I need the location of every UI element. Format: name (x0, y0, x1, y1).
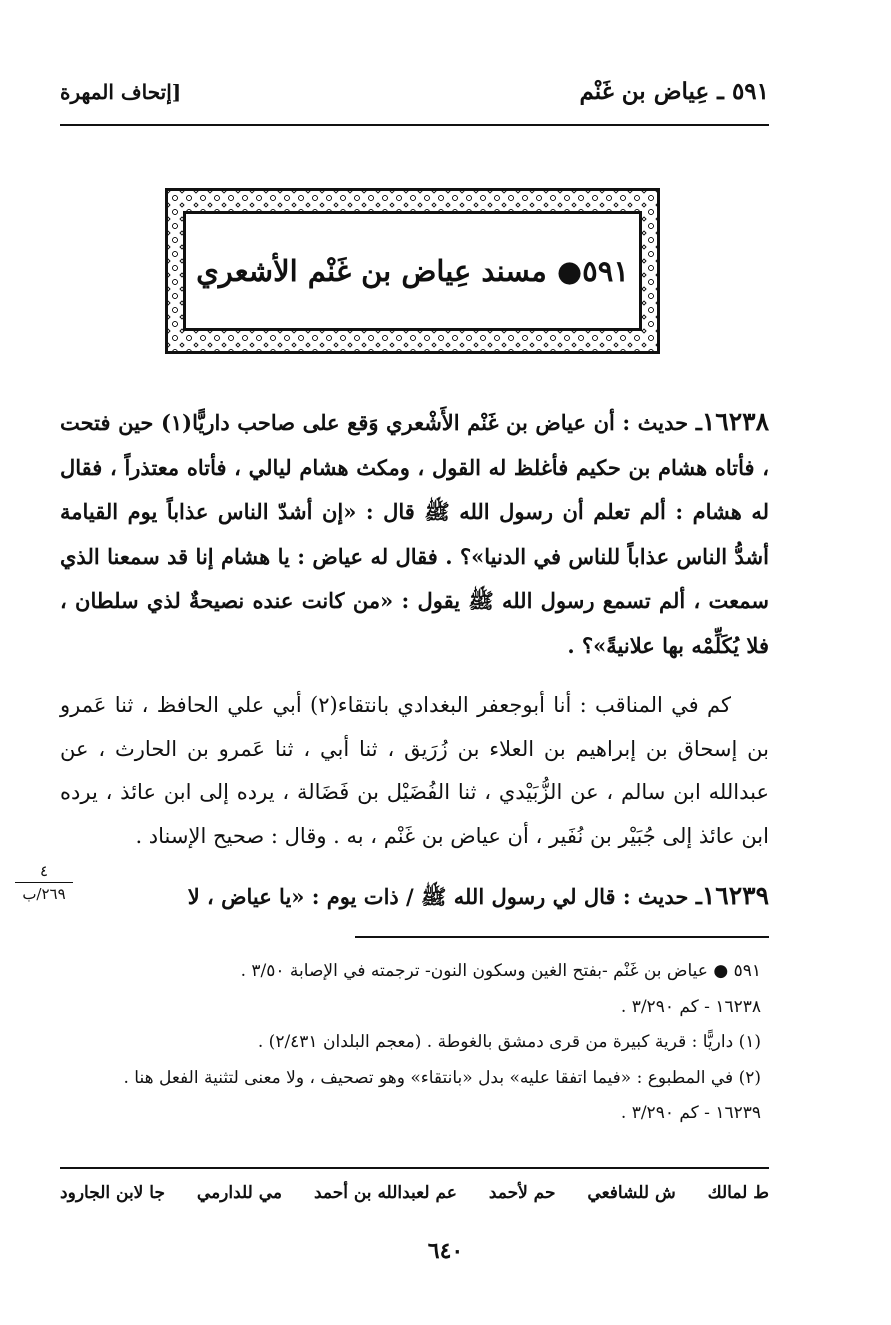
sigla-item: حم لأحمد (488, 1183, 556, 1203)
hadith-number: ١٦٢٣٨ (701, 407, 769, 436)
sigla-item: ش للشافعي (587, 1183, 676, 1203)
ornamental-frame (165, 188, 660, 354)
manuscript-folio-note (15, 862, 73, 903)
header-rule (60, 124, 769, 126)
footnote: ١٦٢٣٨ - كم ٣/٢٩٠ . (620, 996, 761, 1017)
page-number: ٦٤٠ (427, 1238, 464, 1264)
folio-top: ٤ (15, 862, 73, 883)
sigla-item: جا لابن الجارود (60, 1183, 165, 1203)
section-title: ٥٩١● مسند عِياض بن غَنْم الأشعري (196, 254, 629, 288)
footnotes (60, 954, 761, 1132)
footnote-rule (355, 936, 769, 938)
main-text (60, 400, 769, 936)
running-header-book: [إتحاف المهرة (60, 80, 182, 104)
isnad-paragraph (60, 684, 769, 858)
sigla-item: ط لمالك (707, 1183, 769, 1203)
hadith-number: ١٦٢٣٩ (701, 881, 769, 910)
footnote: (١) داريًّا : قرية كبيرة من قرى دمشق بالغوطة . (معجم البلدان ٢/٤٣١) . (257, 1032, 761, 1052)
hadith-paragraph (60, 874, 769, 920)
footnote: ٥٩١ ● عياض بن غَنْم -بفتح الغين وسكون النون- ترجمته في الإصابة ٣/٥٠ . (240, 961, 761, 981)
footnote: ١٦٢٣٩ - كم ٣/٢٩٠ . (620, 1103, 761, 1123)
frame-inner-box (183, 211, 642, 331)
hadith-text: ـ حديث : أن عياض بن غَنْم الأَشْعري وَقع على صاحب داريًّا(١) حين فتحت ، فأتاه هشام بن حكيم فأغلظ له القول ، ومكث هشام ليالي ، فأتاه معتذراً ، فقال له هشام : ألم تعلم أن رسول الله ﷺ قال : «إن أشدّ الناس عذاباً يوم القيامة أشدُّ الناس عذاباً للناس في الدنيا»؟ . فقال له عياض : يا هشام إنا قد سمعنا الذي سمعت ، ألم تسمع رسول الله ﷺ يقول : «من كانت عنده نصيحةٌ لذي سلطان ، فلا يُكَلِّمْه بها علانيةً»؟ . (60, 410, 769, 658)
folio-bottom: ٢٦٩/ب (22, 885, 66, 903)
isnad-text: كم في المناقب : أنا أبوجعفر البغدادي بانتقاء(٢) أبي علي الحافظ ، ثنا عَمرو بن إسحاق بن إبراهيم بن العلاء بن زُرَيق ، ثنا أبي ، ثنا عَمرو بن الحارث ، عن عبدالله ابن سالم ، عن الزُّبَيْدي ، ثنا الفُضَيْل بن فَضَالة ، يرده إلى ابن عائذ ، يرده ابن عائذ إلى جُبَيْر بن نُفَير ، أن عياض بن غَنْم ، به . وقال : صحيح الإسناد . (60, 693, 769, 848)
sigla-item: عم لعبدالله بن أحمد (313, 1183, 457, 1203)
footnote: (٢) في المطبوع : «فيما اتفقا عليه» بدل «بانتقاء» وهو تصحيف ، ولا معنى لتثنية الفعل هنا . (123, 1067, 761, 1088)
hadith-paragraph (60, 400, 769, 668)
running-header (60, 78, 769, 118)
running-header-chapter: ٥٩١ ـ عِياض بن غَنْم (579, 78, 769, 105)
sigla-rule (60, 1167, 769, 1169)
hadith-text: ـ حديث : قال لي رسول الله ﷺ / ذات يوم : «يا عياض ، لا (187, 884, 702, 909)
sigla-item: مي للدارمي (196, 1183, 283, 1203)
sigla-legend (60, 1183, 769, 1203)
